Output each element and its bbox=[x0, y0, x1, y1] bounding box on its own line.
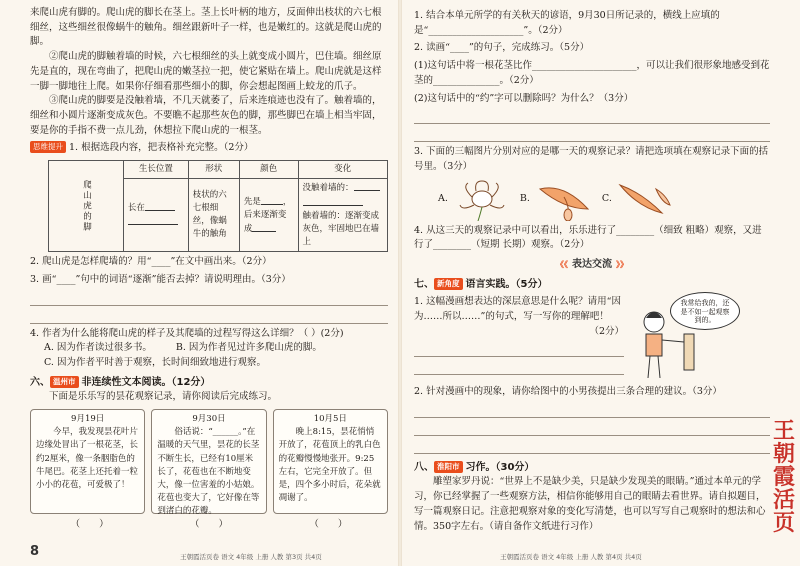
table-cell-change[interactable]: 没触着墙的： 触着墙的：逐渐变成灰色，牢固地巴在墙上 bbox=[298, 179, 387, 252]
option-b[interactable]: B. 因为作者见过许多爬山虎的脚。 bbox=[175, 342, 322, 354]
option-c[interactable]: C. 因为作者平时善于观察，长时间细致地进行观察。 bbox=[44, 357, 266, 369]
right-question-3: 3. 下面的三幅图片分别对应的是哪一天的观察记录？请把选项填在观察记录下面的括号里。（3分） bbox=[414, 146, 769, 173]
section-8-heading: 八、 淮阳市 习作。（30分） bbox=[414, 461, 535, 473]
cartoon bbox=[624, 292, 764, 382]
left-footer: 王朝霞活页卷 语文 4年级 上册 人教 第3页 共4页 bbox=[180, 552, 322, 561]
question-3: 3. 画“____”句中的词语“逐渐”能否去掉？请说明理由。（3分） bbox=[30, 273, 291, 285]
bud-on-leaf-icon bbox=[534, 179, 594, 221]
page-number: 8 bbox=[30, 543, 40, 559]
question-2: 2. 爬山虎是怎样爬墙的？用“____”在文中画出来。（2分） bbox=[30, 256, 272, 268]
table-header-change: 变化 bbox=[298, 161, 387, 179]
passage-para-1: 来爬山虎有脚的。爬山虎的脚长在茎上。茎上长叶柄的地方，反面伸出枝状的六七根细丝，这些细丝很像蜗牛的触角。细丝跟新叶子一样，也是嫩红的。这就是爬山虎的脚。 bbox=[30, 7, 382, 48]
wilted-flower-icon bbox=[616, 179, 676, 221]
answer-line[interactable] bbox=[414, 402, 770, 418]
observation-card bbox=[151, 409, 266, 517]
section-divider: 《《 表达交流 》》 bbox=[414, 257, 770, 273]
card-text: 今早，我发现昙花叶片边缘处冒出了一根花茎，长约2厘米，像一条胭脂色的牛尾巴。花茎上还托着一粒小小的花苞，可爱极了！ bbox=[36, 427, 139, 490]
right-question-1: 1. 结合本单元所学的有关秋天的谚语，9月30日所记录的，横线上应填的是“____________________”。（2分） bbox=[414, 10, 720, 36]
card-date: 10月5日 bbox=[313, 414, 347, 425]
picture-option-b[interactable]: B. bbox=[520, 179, 594, 221]
section-6-heading: 六、 温州市 非连续性文本阅读。（12分） bbox=[30, 376, 211, 388]
table-header-color: 颜色 bbox=[239, 161, 298, 179]
card-date: 9月19日 bbox=[71, 414, 105, 425]
observation-cards bbox=[30, 409, 388, 517]
answer-paren[interactable]: （ ） bbox=[189, 519, 228, 531]
blooming-flower-icon bbox=[452, 179, 512, 221]
question-1: 思维提升 1. 根据选段内容，把表格补充完整。（2分） bbox=[30, 141, 388, 156]
table-cell-color[interactable]: 先是 ，后来逐渐变成 bbox=[239, 179, 298, 252]
right-page: 1. 结合本单元所学的有关秋天的谚语，9月30日所记录的，横线上应填的是“____________________”。（2分） 2. 读画“____”的句子，完成练习。（5分） (1)这句话中将一根花茎比作______________________，可以让我们很形象地感受到花茎的______________。（2分） (2)这句话中的“约”字可以删除吗？为什么？（3分） 3. 下面的三幅图片分别对应的是哪一天的观察记录？请把选项填在观察记录下面的括号里。（3分） A. B. C. 4. 从这三天的观察记录中可以看出，乐乐进行了________（细致 粗略）观察，又进行了________（短期 长期）观察。（2分） 《《 表达交流 》》 七、 新角度 语言实践。（5分） 1. 这幅漫画想表达的深层意思是什么呢？请用“因为……所以……”的句式，写一写你的理解吧！ （2分） 我常给我的，还是不如一起观察到的。 2. 针对漫画中的现象，请你给图中的小男孩提出三条合理的建议。（3分） 八、 淮阳市 习作。（30分） 雕塑家罗丹说：“世界上不是缺少美，只是缺少发现美的眼睛。”通过本单元的学习，你已经掌握了一些观察方法，相信你能够用自己的眼睛去看世界。请自拟题目，写一篇观察日记。注意把观察对象的变化写清楚，也可以写写自己观察时的想法和心情。350字左右。（请自备作文纸进行习作） bbox=[402, 0, 800, 566]
picture-options bbox=[438, 179, 770, 221]
observation-table bbox=[48, 160, 388, 252]
answer-line[interactable] bbox=[414, 126, 770, 142]
right-question-7b: 2. 针对漫画中的现象，请你给图中的小男孩提出三条合理的建议。（3分） bbox=[414, 386, 722, 398]
essay-prompt: 雕塑家罗丹说：“世界上不是缺少美，只是缺少发现美的眼睛。”通过本单元的学习，你已经掌握了一些观察方法，相信你能够用自己的眼睛去看世界。请自拟题目，写一篇观察日记。注意把观察对象的变化写清楚，也可以写写自己观察时的想法和心情。350字左右。（请自备作文纸进行习作） bbox=[414, 476, 766, 532]
observation-card bbox=[30, 409, 145, 514]
answer-line[interactable] bbox=[414, 438, 770, 454]
right-question-7a: 1. 这幅漫画想表达的深层意思是什么呢？请用“因为……所以……”的句式，写一写你的理解吧！ bbox=[414, 296, 621, 322]
passage-para-2: ②爬山虎的脚触着墙的时候，六七根细丝的头上就变成小圆片，巴住墙。细丝原先是直的，现在弯曲了，把爬山虎的嫩茎拉一把，使它紧贴在墙上。爬山虎就是这样一脚一脚地往上爬。如果你仔细看那些细小的脚，你会想起图画上蛟龙的爪子。 bbox=[30, 51, 382, 92]
left-page bbox=[0, 0, 398, 566]
boy-with-sign-icon bbox=[624, 292, 764, 382]
table-cell-position[interactable]: 长在 bbox=[123, 179, 188, 252]
answer-parens bbox=[30, 518, 388, 533]
section-7-heading: 七、 新角度 语言实践。（5分） bbox=[414, 278, 548, 290]
question-4: 4. 作者为什么能将爬山虎的样子及其爬墙的过程写得这么详细？（ ）(2分) bbox=[30, 327, 344, 339]
card-text: 俗话说：“______。”在温暖的天气里，昙花的长茎不断生长，已经有10厘米长了，花苞也在不断地变大，像一位害羞的小姑娘。花苞也变大了，它好像在等到渚白的花瓣。 bbox=[157, 427, 260, 517]
picture-option-a[interactable]: A. bbox=[438, 179, 512, 221]
card-text: 晚上8:15，昙花悄悄开放了，花苞顶上的乳白色的花瓣慢慢地张开。9:25左右，它完全开放了。但是，四个多小时后，花朵就凋谢了。 bbox=[278, 427, 381, 504]
answer-line[interactable] bbox=[414, 341, 624, 357]
card-date: 9月30日 bbox=[192, 414, 226, 425]
picture-option-c[interactable]: C. bbox=[602, 179, 676, 221]
speech-bubble: 我常给我的，还是不如一起观察到的。 bbox=[670, 292, 740, 330]
answer-line[interactable] bbox=[414, 108, 770, 124]
right-question-2a: (1)这句话中将一根花茎比作______________________，可以让我们很形象地感受到花茎的______________。（2分） bbox=[414, 60, 770, 86]
answer-line[interactable] bbox=[414, 359, 624, 375]
table-header-shape: 形状 bbox=[188, 161, 239, 179]
answer-paren[interactable]: （ ） bbox=[309, 519, 348, 531]
answer-line[interactable] bbox=[30, 290, 388, 306]
table-row-header: 爬山虎的脚 bbox=[49, 161, 124, 252]
observation-card bbox=[273, 409, 388, 514]
answer-line[interactable] bbox=[414, 420, 770, 436]
passage-para-3: ③爬山虎的脚要是没触着墙，不几天就萎了，后来连痕迹也没有了。触着墙的，细丝和小圆片逐渐变成灰色。不要瞧不起那些灰色的脚，那些脚巴在墙上相当牢固，要是你的手指不费一点儿劲，休想拉下爬山虎的一根茎。 bbox=[30, 95, 382, 136]
option-a[interactable]: A. 因为作者读过很多书。 bbox=[44, 342, 152, 354]
right-footer: 王朝霞活页卷 语文 4年级 上册 人教 第4页 共4页 bbox=[500, 552, 642, 561]
question-tag: 思维提升 bbox=[30, 141, 66, 153]
answer-line[interactable] bbox=[30, 308, 388, 324]
answer-paren[interactable]: （ ） bbox=[70, 519, 109, 531]
table-header-position: 生长位置 bbox=[123, 161, 188, 179]
right-question-2: 2. 读画“____”的句子，完成练习。（5分） bbox=[414, 42, 590, 54]
table-cell-shape: 枝状的六七根细丝，像蜗牛的触角 bbox=[188, 179, 239, 252]
brand-logo: 王朝霞活页 bbox=[772, 418, 795, 537]
section-6-intro: 下面是乐乐写的昙花观察记录，请你阅读后完成练习。 bbox=[49, 391, 278, 403]
right-question-2b: (2)这句话中的“约”字可以删除吗？为什么？（3分） bbox=[414, 92, 634, 104]
right-question-4: 4. 从这三天的观察记录中可以看出，乐乐进行了________（细致 粗略）观察，又进行了________（短期 长期）观察。（2分） bbox=[414, 224, 762, 251]
